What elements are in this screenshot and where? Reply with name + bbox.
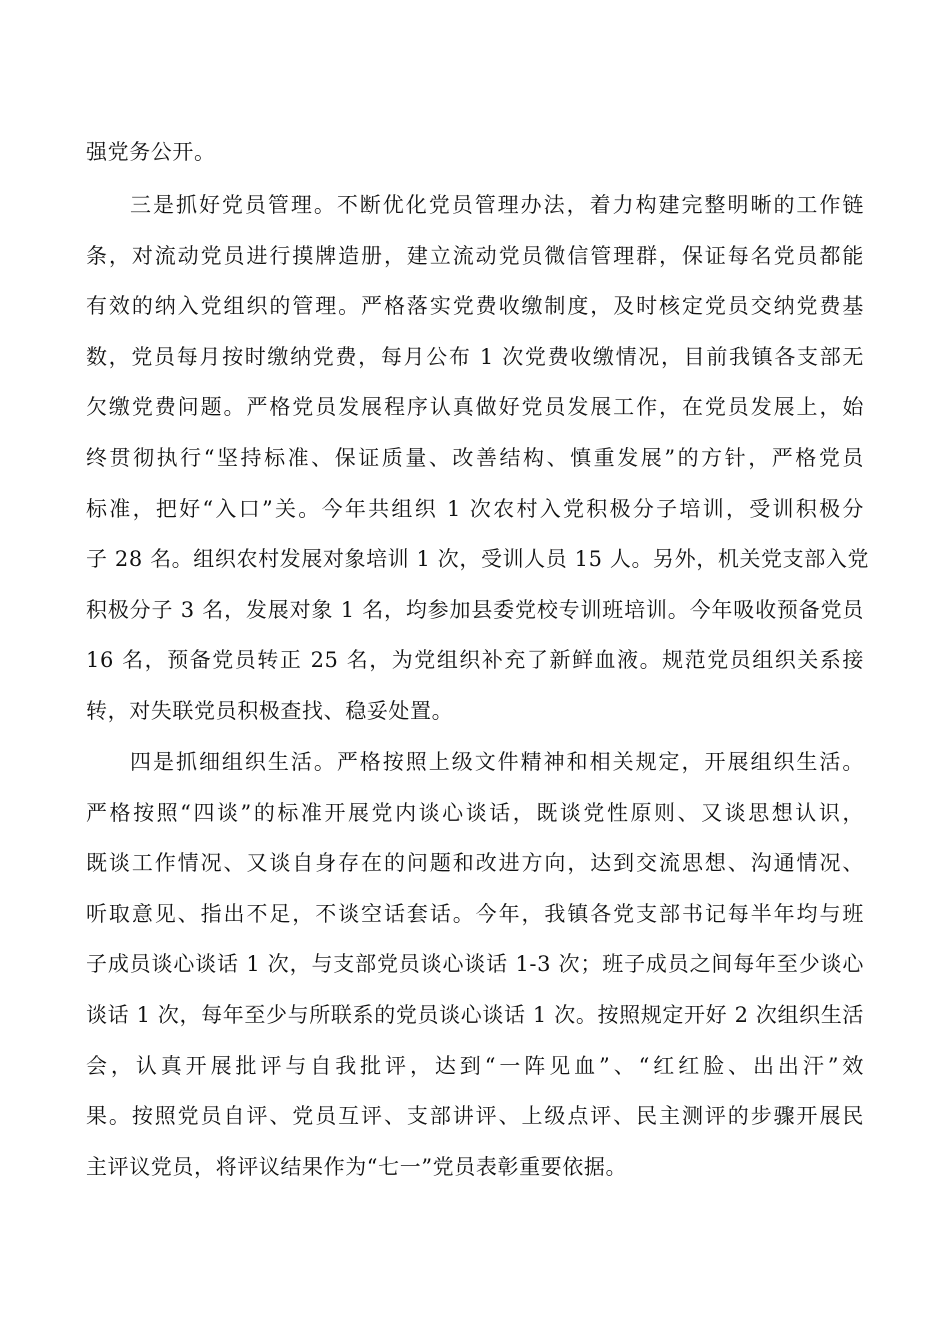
text-line: 标准，把好“入口”关。今年共组织 1 次农村入党积极分子培训，受训积极分 [86, 496, 864, 521]
text-line: 听取意见、指出不足，不谈空话套话。今年，我镇各党支部书记每半年均与班 [86, 901, 864, 926]
text-line: 有效的纳入党组织的管理。严格落实党费收缴制度，及时核定党员交纳党费基 [86, 294, 864, 319]
text-line: 欠缴党费问题。严格党员发展程序认真做好党员发展工作，在党员发展上，始 [86, 395, 864, 420]
text-line: 四是抓细组织生活。严格按照上级文件精神和相关规定，开展组织生活。 [130, 750, 864, 774]
text-line: 严格按照“四谈”的标准开展党内谈心谈话，既谈党性原则、又谈思想认识， [86, 800, 864, 825]
text-line: 会，认真开展批评与自我批评，达到“一阵见血”、“红红脸、出出汗”效 [86, 1053, 864, 1078]
text-line: 条，对流动党员进行摸牌造册，建立流动党员微信管理群，保证每名党员都能 [86, 243, 864, 268]
text-line: 子 28 名。组织农村发展对象培训 1 次，受训人员 15 人。另外，机关党支部入党 [86, 547, 870, 572]
text-line: 子成员谈心谈话 1 次，与支部党员谈心谈话 1-3 次；班子成员之间每年至少谈心 [86, 952, 864, 977]
text-line: 谈话 1 次，每年至少与所联系的党员谈心谈话 1 次。按照规定开好 2 次组织生活 [86, 1002, 864, 1027]
text-line: 16 名，预备党员转正 25 名，为党组织补充了新鲜血液。规范党员组织关系接 [86, 648, 864, 673]
paragraph-organizational-life [86, 737, 864, 1192]
text-line: 积极分子 3 名，发展对象 1 名，均参加县委党校专训班培训。今年吸收预备党员 [86, 597, 864, 622]
paragraph-continuation [86, 127, 864, 178]
text-line: 强党务公开。 [86, 140, 216, 164]
text-line: 果。按照党员自评、党员互评、支部讲评、上级点评、民主测评的步骤开展民 [86, 1104, 864, 1129]
text-line: 终贯彻执行“坚持标准、保证质量、改善结构、慎重发展”的方针，严格党员 [86, 445, 864, 470]
text-line: 数，党员每月按时缴纳党费，每月公布 1 次党费收缴情况，目前我镇各支部无 [86, 344, 864, 369]
text-line: 转，对失联党员积极查找、稳妥处置。 [86, 698, 454, 723]
text-line: 主评议党员，将评议结果作为“七一”党员表彰重要依据。 [86, 1154, 628, 1179]
text-line: 三是抓好党员管理。不断优化党员管理办法，着力构建完整明晰的工作链 [130, 193, 864, 217]
paragraph-party-member-management [86, 180, 870, 737]
text-line: 既谈工作情况、又谈自身存在的问题和改进方向，达到交流思想、沟通情况、 [86, 851, 864, 876]
